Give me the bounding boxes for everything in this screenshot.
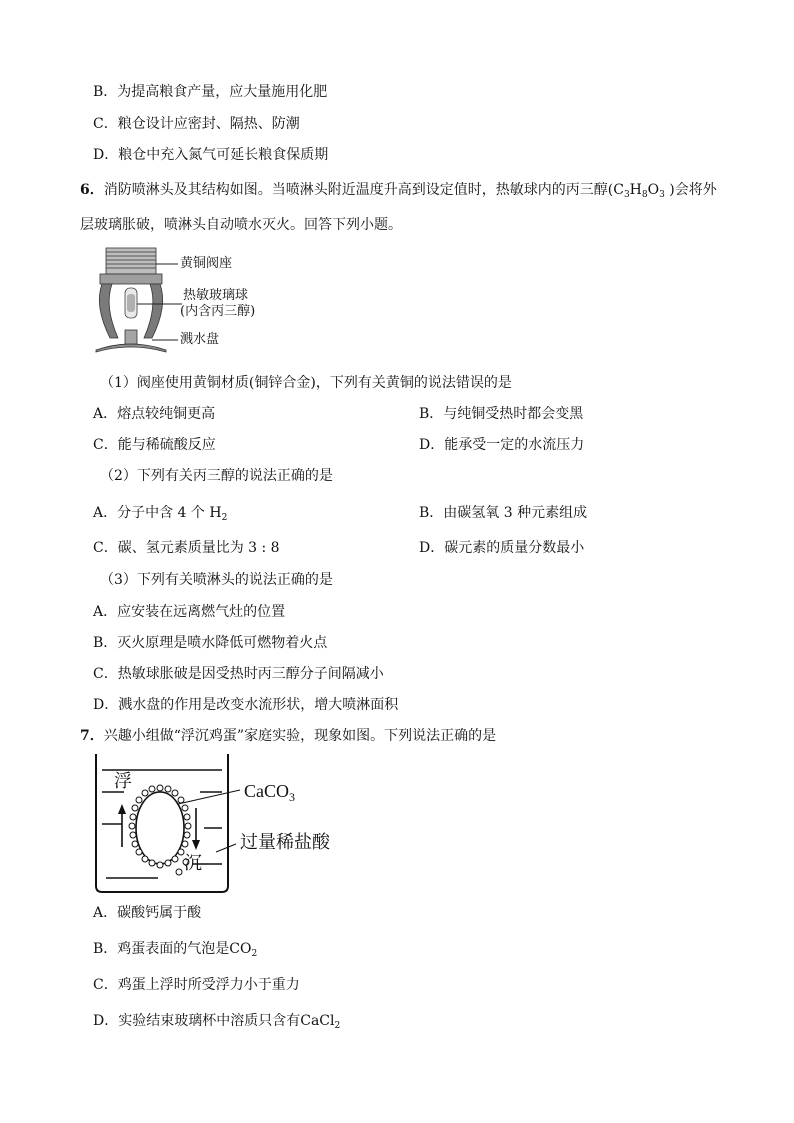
q7-stem: 7．兴趣小组做“浮沉鸡蛋”家庭实验，现象如图。下列说法正确的是 [80, 728, 497, 744]
formula-h2: $H_2$ [209, 505, 228, 523]
q7-number: 7． [80, 728, 104, 744]
egg-beaker-illustration [92, 752, 362, 896]
q5-option-c: C．粮仓设计应密封、隔热、防潮 [93, 116, 300, 132]
formula-co2: $CO_2$ [229, 941, 258, 959]
label-sink: 沉 [184, 853, 202, 874]
q6-stem-part2: )会将外 [664, 182, 717, 198]
q6-sub2-option-b: B．由碳氢氧 3 种元素组成 [419, 505, 588, 521]
formula-cacl2: CaCl$_2$ [300, 1013, 341, 1031]
label-float: 浮 [114, 771, 132, 792]
label-dilute-hcl: 过量稀盐酸 [240, 832, 330, 853]
q7-option-b: B．鸡蛋表面的气泡是$CO_2$ [93, 941, 258, 959]
q5-option-b: B．为提高粮食产量，应大量施用化肥 [93, 84, 328, 100]
up-arrow-icon [118, 804, 126, 814]
q6-formula: $C_3H_8O_3$ [613, 182, 665, 200]
egg [136, 792, 184, 864]
q7-option-a: A．碳酸钙属于酸 [93, 905, 202, 921]
deflector [96, 344, 166, 352]
q6-sub3-option-c: C．热敏球胀破是因受热时丙三醇分子间隔减小 [93, 666, 384, 682]
q7-option-c: C．鸡蛋上浮时所受浮力小于重力 [93, 977, 300, 993]
q6-stem-line2: 层玻璃胀破，喷淋头自动喷水灭火。回答下列小题。 [80, 217, 402, 233]
q6-stem-line1 [80, 181, 717, 204]
q6-sub1-option-b: B．与纯铜受热时都会变黑 [419, 406, 584, 422]
q6-sub1-stem: （1）阀座使用黄铜材质(铜锌合金)，下列有关黄铜的说法错误的是 [100, 375, 512, 391]
q6-stem-part1: 消防喷淋头及其结构如图。当喷淋头附近温度升高到设定值时，热敏球内的丙三醇( [103, 182, 614, 198]
q6-sub3-stem: （3）下列有关喷淋头的说法正确的是 [100, 572, 333, 588]
q6-sub2-option-c: C．碳、氢元素质量比为 3 : 8 [93, 540, 280, 556]
q6-sub2-option-d: D．碳元素的质量分数最小 [419, 540, 585, 556]
q6-sub3-option-d: D．溅水盘的作用是改变水流形状，增大喷淋面积 [93, 697, 399, 713]
q6-sub3-option-a: A．应安装在远离燃气灶的位置 [93, 604, 286, 620]
label-deflector: 溅水盘 [180, 332, 220, 347]
q6-sub2-stem: （2）下列有关丙三醇的说法正确的是 [100, 468, 333, 484]
sprinkler-figure [92, 246, 272, 358]
label-caco3: CaCO$_3$ [244, 781, 295, 804]
q6-number: 6． [80, 182, 104, 198]
label-glass-bulb-content: (内含丙三醇) [180, 304, 256, 319]
label-brass-valve-seat: 黄铜阀座 [180, 256, 233, 271]
egg-experiment-figure [92, 752, 362, 896]
label-glass-bulb: 热敏玻璃球 [183, 288, 249, 303]
q6-sub1-option-d: D．能承受一定的水流压力 [419, 437, 585, 453]
down-arrow-icon [192, 840, 200, 850]
brass-valve-seat [100, 248, 162, 284]
q6-sub1-option-c: C．能与稀硫酸反应 [93, 437, 216, 453]
q6-sub2-option-a: A．分子中含 4 个 $H_2$ [93, 505, 228, 523]
q6-sub1-option-a: A．熔点较纯铜更高 [93, 406, 216, 422]
q7-option-d: D．实验结束玻璃杯中溶质只含有CaCl$_2$ [93, 1013, 341, 1031]
q5-option-d: D．粮仓中充入氮气可延长粮食保质期 [93, 147, 329, 163]
q6-sub3-option-b: B．灭火原理是喷水降低可燃物着火点 [93, 635, 328, 651]
